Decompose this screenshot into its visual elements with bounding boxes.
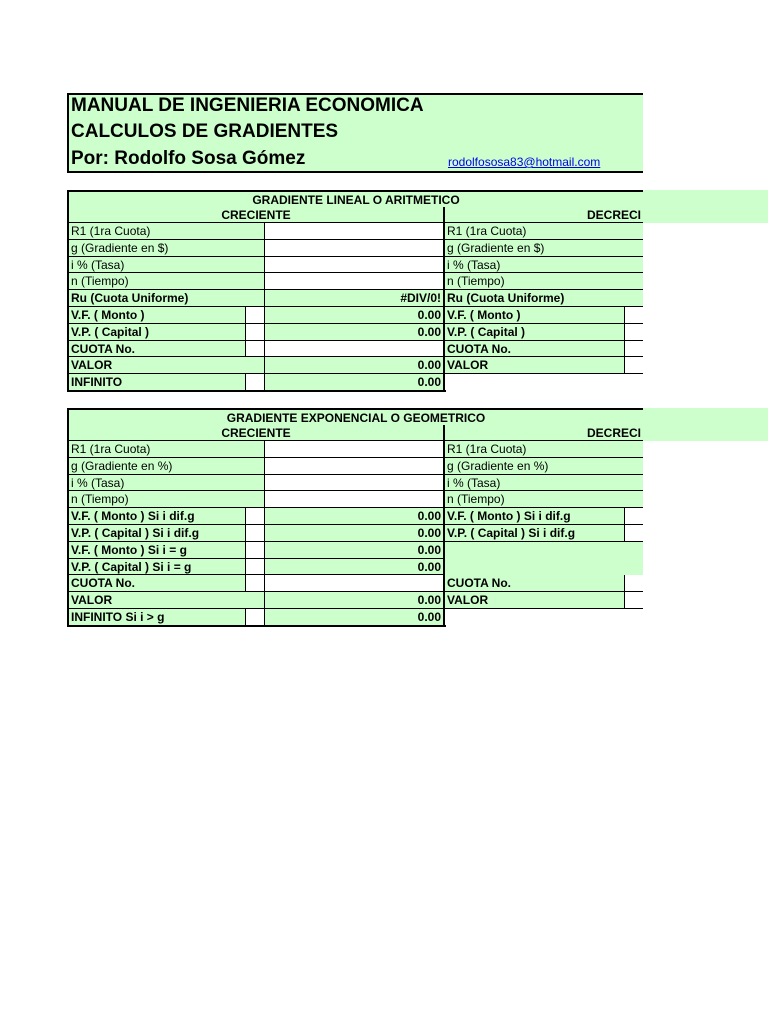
title-block <box>67 93 643 173</box>
geom-row-value[interactable] <box>265 475 445 491</box>
arit-right-label: CUOTA No. <box>445 341 625 357</box>
arit-creciente-header: CRECIENTE <box>67 207 445 223</box>
geom-row-value[interactable] <box>265 575 445 592</box>
geom-row-value: 0.00 <box>265 609 445 626</box>
arit-row-label: n (Tiempo) <box>67 273 265 290</box>
geom-creciente-header: CRECIENTE <box>67 425 445 441</box>
geom-right-label: n (Tiempo) <box>445 491 643 508</box>
table-bottom-border <box>67 390 446 392</box>
geom-right-label: R1 (1ra Cuota) <box>445 441 643 458</box>
arit-row-value: #DIV/0! <box>265 290 445 307</box>
geom-right-aux-input[interactable] <box>625 525 643 542</box>
arit-row-label: Ru (Cuota Uniforme) <box>67 290 265 307</box>
geom-row-value[interactable] <box>265 491 445 508</box>
email-link[interactable]: rodolfososa83@hotmail.com <box>448 155 601 169</box>
geom-row-label: VALOR <box>67 592 265 609</box>
geom-row-label: V.F. ( Monto ) Si i dif.g <box>67 508 246 525</box>
geom-row-label: V.P. ( Capital ) Si i = g <box>67 559 246 575</box>
geom-aux-input[interactable] <box>246 609 265 626</box>
geom-right-label: V.F. ( Monto ) Si i dif.g <box>445 508 625 525</box>
geom-right-label: g (Gradiente en %) <box>445 458 643 475</box>
geom-row-label: g (Gradiente en %) <box>67 458 265 475</box>
arit-right-label: i % (Tasa) <box>445 257 643 273</box>
geom-right-label: V.P. ( Capital ) Si i dif.g <box>445 525 625 542</box>
arit-right-label: V.P. ( Capital ) <box>445 324 625 341</box>
geom-row-label: n (Tiempo) <box>67 491 265 508</box>
geom-right-label: VALOR <box>445 592 625 609</box>
geom-aux-input[interactable] <box>246 508 265 525</box>
arit-right-aux-input[interactable] <box>625 357 643 374</box>
geom-title: GRADIENTE EXPONENCIAL O GEOMETRICO <box>67 408 643 425</box>
arit-right-label: V.F. ( Monto ) <box>445 307 625 324</box>
geom-aux-input[interactable] <box>246 559 265 575</box>
geom-row-value: 0.00 <box>265 542 445 559</box>
geom-row-value: 0.00 <box>265 592 445 609</box>
geom-row-label: i % (Tasa) <box>67 475 265 491</box>
arit-row-value: 0.00 <box>265 374 445 391</box>
arit-row-value[interactable] <box>265 341 445 357</box>
geom-aux-input[interactable] <box>246 575 265 592</box>
arit-right-label: g (Gradiente en $) <box>445 240 643 257</box>
arit-decreciente-header: DECRECI <box>445 207 643 223</box>
geom-right-aux-input[interactable] <box>625 592 643 609</box>
geom-row-value: 0.00 <box>265 508 445 525</box>
arit-row-value: 0.00 <box>265 307 445 324</box>
arit-aux-input[interactable] <box>246 324 265 341</box>
arit-row-label: VALOR <box>67 357 265 374</box>
arit-right-aux-input[interactable] <box>625 341 643 357</box>
table-bottom-border <box>67 625 446 627</box>
arit-row-label: CUOTA No. <box>67 341 246 357</box>
geom-aux-input[interactable] <box>246 542 265 559</box>
arit-aux-input[interactable] <box>246 307 265 324</box>
arit-right-aux-input[interactable] <box>625 307 643 324</box>
arit-row-value: 0.00 <box>265 324 445 341</box>
geom-right-label: i % (Tasa) <box>445 475 643 491</box>
manual-title: MANUAL DE INGENIERIA ECONOMICA <box>71 95 424 116</box>
geom-right-label: CUOTA No. <box>445 575 625 592</box>
geom-aux-input[interactable] <box>246 525 265 542</box>
arit-title: GRADIENTE LINEAL O ARITMETICO <box>67 190 643 207</box>
geom-right-label <box>445 559 643 575</box>
geom-row-value[interactable] <box>265 458 445 475</box>
geom-row-label: CUOTA No. <box>67 575 246 592</box>
arit-row-label: V.P. ( Capital ) <box>67 324 246 341</box>
arit-row-label: V.F. ( Monto ) <box>67 307 246 324</box>
arit-row-label: g (Gradiente en $) <box>67 240 265 257</box>
arit-row-label: i % (Tasa) <box>67 257 265 273</box>
arit-aux-input[interactable] <box>246 341 265 357</box>
arit-right-aux-input[interactable] <box>625 324 643 341</box>
geom-row-label: V.P. ( Capital ) Si i dif.g <box>67 525 246 542</box>
arit-row-value[interactable] <box>265 223 445 240</box>
geom-row-label: R1 (1ra Cuota) <box>67 441 265 458</box>
subtitle: CALCULOS DE GRADIENTES <box>71 121 339 142</box>
geom-right-aux-input[interactable] <box>625 575 643 592</box>
arit-row-value[interactable] <box>265 257 445 273</box>
author-line: Por: Rodolfo Sosa Gómez <box>71 148 306 169</box>
geom-row-value: 0.00 <box>265 525 445 542</box>
geom-decreciente-header: DECRECI <box>445 425 643 441</box>
arit-right-label: n (Tiempo) <box>445 273 643 290</box>
geom-row-value[interactable] <box>265 441 445 458</box>
arit-row-label: R1 (1ra Cuota) <box>67 223 265 240</box>
geom-right-aux-input[interactable] <box>625 508 643 525</box>
geom-row-label: V.F. ( Monto ) Si i = g <box>67 542 246 559</box>
arit-row-label: INFINITO <box>67 374 246 391</box>
arit-row-value[interactable] <box>265 240 445 257</box>
geom-row-value: 0.00 <box>265 559 445 575</box>
arit-right-label: R1 (1ra Cuota) <box>445 223 643 240</box>
arit-row-value: 0.00 <box>265 357 445 374</box>
background-band <box>643 190 768 223</box>
arit-row-value[interactable] <box>265 273 445 290</box>
arit-right-label: Ru (Cuota Uniforme) <box>445 290 643 307</box>
background-band <box>643 408 768 441</box>
arit-aux-input[interactable] <box>246 374 265 391</box>
arit-right-label: VALOR <box>445 357 625 374</box>
geom-row-label: INFINITO Si i > g <box>67 609 246 626</box>
geom-right-label <box>445 542 643 559</box>
